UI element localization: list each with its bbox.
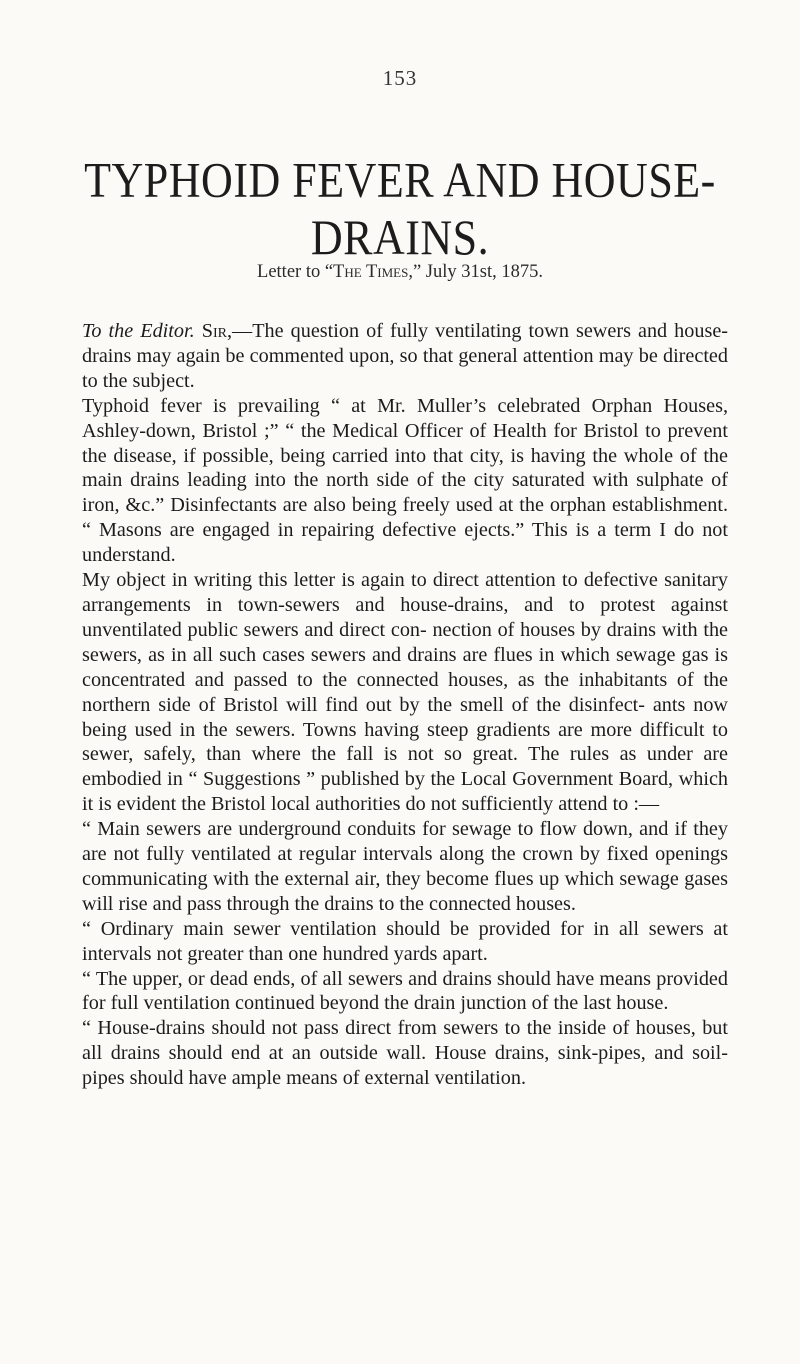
letter-body	[82, 319, 728, 1091]
letter-subtitle	[0, 262, 800, 283]
salutation-sir: Sir,	[201, 320, 232, 342]
subtitle-newspaper: The Times,	[333, 262, 413, 282]
paragraph-2: Typhoid fever is prevailing “ at Mr. Muller’s celebrated Orphan Houses, Ashley-down, Bristol ;” “ the Medical Officer of Health for Bristol to prevent the disease, if possible, being carried into that city, is having the whole of the main drains leading into the north side of the city saturated with sulphate of iron, &c.” Disinfectants are also being freely used at the orphan establishment. “ Masons are engaged in repairing defective ejects.” This is a term I do not understand.	[82, 394, 728, 567]
salutation: To the Editor.	[82, 320, 195, 342]
paragraph-1-text: —The question of fully ventilating town sewers and house-drains may again be commented upon, so that general attention may be directed to the subject.	[82, 320, 729, 392]
paragraph-6: “ The upper, or dead ends, of all sewers and drains should have means provided for full ventilation continued beyond the drain junction of the last house.	[82, 967, 728, 1015]
paragraph-5: “ Ordinary main sewer ventilation should be provided for in all sewers at intervals not greater than one hundred yards apart.	[82, 917, 728, 965]
paragraph-4: “ Main sewers are underground conduits for sewage to flow down, and if they are not fully ventilated at regular intervals along the crown by fixed openings communicating with the external air, they become flues up which sewage gases will rise and pass through the drains to the connected houses.	[82, 818, 728, 915]
paragraph-1	[82, 319, 728, 394]
paragraph-3: My object in writing this letter is again to direct attention to defective sanitary arrangements in town-sewers and house-drains, and to protest against unventilated public sewers and direct con- nection of houses by drains with the sewers, as in all such cases sewers and drains are flues in which sewage gas is concentrated and passed to the connected houses, as the inhabitants of the northern side of Bristol will find out by the smell of the disinfect- ants now being used in the sewers. Towns having steep gradients are more difficult to sewer, safely, than where the fall is not so great. The rules as under are embodied in “ Suggestions ” published by the Local Government Board, which it is evident the Bristol local authorities do not sufficiently attend to :—	[82, 569, 728, 816]
subtitle-prefix: Letter to “	[257, 262, 334, 282]
subtitle-suffix: ” July 31st, 1875.	[412, 262, 543, 282]
paragraph-7: “ House-drains should not pass direct from sewers to the inside of houses, but all drains should end at an outside wall. House drains, sink-pipes, and soil-pipes should have ample means of external ventilation.	[82, 1017, 728, 1090]
page-number: 153	[382, 66, 418, 90]
page-title: TYPHOID FEVER AND HOUSE-DRAINS.	[84, 153, 716, 265]
